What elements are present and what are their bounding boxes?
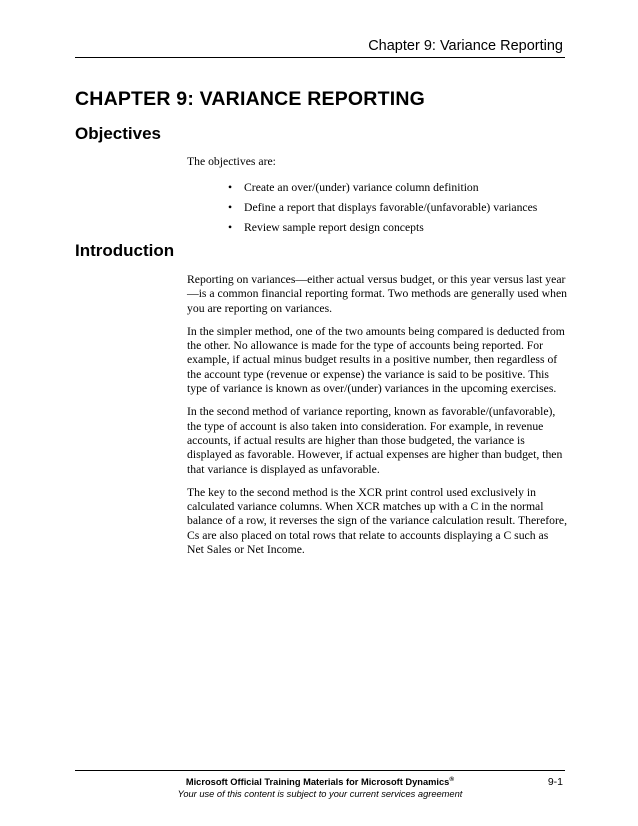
registered-mark: ®: [449, 776, 455, 783]
introduction-body: [187, 273, 567, 557]
objective-text: Create an over/(under) variance column definition: [244, 181, 479, 194]
list-item: [228, 201, 537, 221]
page-number: 9-1: [547, 776, 563, 788]
objective-text: Define a report that displays favorable/(unfavorable) variances: [244, 201, 538, 214]
introduction-heading: Introduction: [75, 241, 175, 260]
objectives-intro: The objectives are:: [187, 155, 276, 168]
objective-text: Review sample report design concepts: [244, 221, 424, 234]
list-item: [228, 221, 537, 241]
paragraph: The key to the second method is the XCR print control used exclusively in calculated variance columns. When XCR matches up with a C in the normal balance of a row, it reverses the sign of the variance calculation result. Therefore, Cs are also placed on total rows that relate to accounts displaying a C such as Net Sales or Net Income.: [187, 485, 567, 557]
chapter-title: CHAPTER 9: VARIANCE REPORTING: [75, 88, 425, 110]
footer-agreement: Your use of this content is subject to your current services agreement: [177, 789, 463, 799]
footer-title: Microsoft Official Training Materials for Microsoft Dynamics: [185, 777, 450, 788]
objectives-list: [228, 181, 537, 241]
running-header: Chapter 9: Variance Reporting: [368, 38, 563, 54]
footer-rule: [75, 770, 565, 771]
paragraph: In the second method of variance reporting, known as favorable/(unfavorable), the type of account is also taken into consideration. For example, in revenue accounts, if actual results are higher than those budgeted, the variance is displayed as favorable. However, if actual expenses are higher than budget, then that variance is displayed as unfavorable.: [187, 405, 563, 476]
list-item: [228, 181, 537, 201]
objectives-heading: Objectives: [75, 124, 161, 143]
bullet-icon: •: [228, 201, 233, 214]
paragraph: Reporting on variances—either actual versus budget, or this year versus last year—is a common financial reporting format. Two methods are generally used when you are reporting on variances.: [187, 273, 567, 315]
bullet-icon: •: [228, 221, 233, 234]
header-rule: [75, 57, 565, 58]
bullet-icon: •: [228, 181, 233, 194]
paragraph: In the simpler method, one of the two amounts being compared is deducted from the other. No allowance is made for the type of accounts being reported. For example, if actual minus budget results in a positive number, then regardless of the account type (revenue or expense) the variance is said to be positive. This type of variance is known as over/(under) variances in the upcoming exercises.: [187, 324, 565, 396]
footer-copyright: [75, 776, 565, 787]
